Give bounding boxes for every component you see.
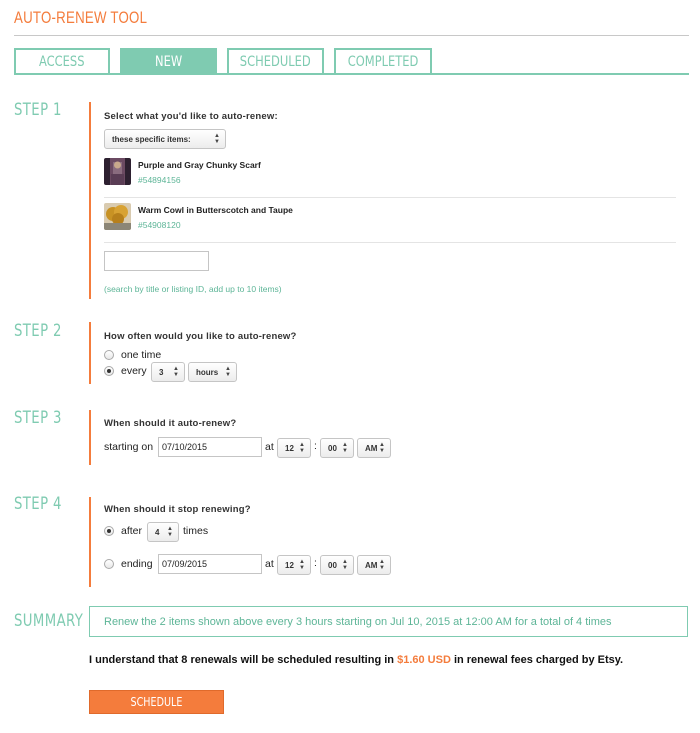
start-date-input[interactable]: 07/10/2015 — [158, 437, 262, 457]
up-down-chevron-icon: ▲ ▼ — [225, 366, 231, 378]
item-divider — [104, 242, 676, 243]
tab-scheduled[interactable] — [227, 48, 324, 75]
ending-label: ending — [121, 558, 153, 570]
tab-bar — [14, 48, 689, 75]
tab-completed[interactable] — [334, 48, 432, 75]
time-colon: : — [314, 557, 317, 569]
search-help-text: (search by title or listing ID, add up to 10 items) — [104, 284, 282, 294]
at-label: at — [265, 558, 274, 570]
tab-new[interactable] — [120, 48, 217, 75]
up-down-chevron-icon: ▲ ▼ — [167, 526, 173, 538]
step3-label: STEP 3 — [14, 408, 62, 428]
schedule-button-label: SCHEDULE — [130, 695, 183, 709]
summary-label: SUMMARY — [14, 611, 84, 631]
up-down-chevron-icon: ▲ ▼ — [214, 133, 220, 145]
tab-label: NEW — [154, 53, 183, 70]
step3-question: When should it auto-renew? — [104, 418, 237, 429]
end-ampm-select[interactable] — [357, 555, 391, 575]
tab-label: SCHEDULED — [240, 53, 311, 70]
end-date-input[interactable]: 07/09/2015 — [158, 554, 262, 574]
tab-label: ACCESS — [39, 53, 85, 70]
select-value: AM — [365, 560, 378, 570]
up-down-chevron-icon: ▲ ▼ — [342, 559, 348, 571]
select-value: hours — [196, 367, 219, 377]
item-id-link[interactable]: #54908120 — [138, 220, 181, 230]
step4-question: When should it stop renewing? — [104, 504, 251, 515]
every-label: every — [121, 365, 147, 377]
tab-label: COMPLETED — [347, 53, 419, 70]
item-name: Warm Cowl in Butterscotch and Taupe — [138, 205, 293, 215]
radio-one-time[interactable] — [104, 350, 114, 360]
radio-ending[interactable] — [104, 559, 114, 569]
select-value: 00 — [328, 560, 337, 570]
radio-after[interactable] — [104, 526, 114, 536]
tab-access[interactable] — [14, 48, 110, 75]
select-value: 3 — [159, 367, 164, 377]
up-down-chevron-icon: ▲ ▼ — [173, 366, 179, 378]
select-value: 12 — [285, 443, 294, 453]
time-colon: : — [314, 440, 317, 452]
start-minute-select[interactable] — [320, 438, 354, 458]
interval-unit-select[interactable] — [188, 362, 237, 382]
step2-label: STEP 2 — [14, 321, 62, 341]
confirm-prefix: I understand that 8 renewals will be scheduled resulting in — [89, 654, 398, 666]
summary-box — [89, 606, 688, 637]
page-title: AUTO-RENEW TOOL — [14, 8, 148, 27]
select-value: 00 — [328, 443, 337, 453]
end-hour-select[interactable] — [277, 555, 311, 575]
title-divider — [14, 35, 689, 36]
one-time-label: one time — [121, 349, 162, 361]
list-item — [104, 203, 676, 243]
confirmation-text — [89, 654, 623, 666]
step1-bar — [89, 102, 91, 299]
step1-question: Select what you'd like to auto-renew: — [104, 111, 278, 122]
step1-label: STEP 1 — [14, 100, 62, 120]
up-down-chevron-icon: ▲ ▼ — [379, 559, 385, 571]
at-label: at — [265, 441, 274, 453]
step2-bar — [89, 322, 91, 384]
scarf-thumbnail — [104, 158, 131, 185]
select-value: 12 — [285, 560, 294, 570]
list-item — [104, 158, 676, 198]
select-value: AM — [365, 443, 378, 453]
repeat-count-select[interactable] — [147, 522, 179, 542]
summary-text: Renew the 2 items shown above every 3 hours starting on Jul 10, 2015 at 12:00 AM for a total of 4 times — [104, 615, 612, 628]
schedule-button[interactable] — [89, 690, 224, 714]
renewal-fee: $1.60 USD — [397, 654, 451, 666]
up-down-chevron-icon: ▲ ▼ — [299, 442, 305, 454]
cowl-thumbnail — [104, 203, 131, 230]
times-label: times — [183, 525, 209, 537]
up-down-chevron-icon: ▲ ▼ — [299, 559, 305, 571]
item-scope-select[interactable] — [104, 129, 226, 149]
item-id-link[interactable]: #54894156 — [138, 175, 181, 185]
end-minute-select[interactable] — [320, 555, 354, 575]
item-name: Purple and Gray Chunky Scarf — [138, 160, 261, 170]
item-search-input[interactable] — [104, 251, 209, 271]
up-down-chevron-icon: ▲ ▼ — [379, 442, 385, 454]
radio-every[interactable] — [104, 366, 114, 376]
select-value: these specific items: — [112, 134, 191, 144]
step2-question: How often would you like to auto-renew? — [104, 331, 297, 342]
select-value: 4 — [155, 527, 160, 537]
step4-bar — [89, 497, 91, 587]
start-hour-select[interactable] — [277, 438, 311, 458]
start-ampm-select[interactable] — [357, 438, 391, 458]
step4-label: STEP 4 — [14, 494, 62, 514]
after-label: after — [121, 525, 143, 537]
confirm-suffix: in renewal fees charged by Etsy. — [450, 654, 624, 666]
item-divider — [104, 197, 676, 198]
interval-select[interactable] — [151, 362, 185, 382]
step3-bar — [89, 410, 91, 465]
starting-on-label: starting on — [104, 441, 154, 453]
up-down-chevron-icon: ▲ ▼ — [342, 442, 348, 454]
